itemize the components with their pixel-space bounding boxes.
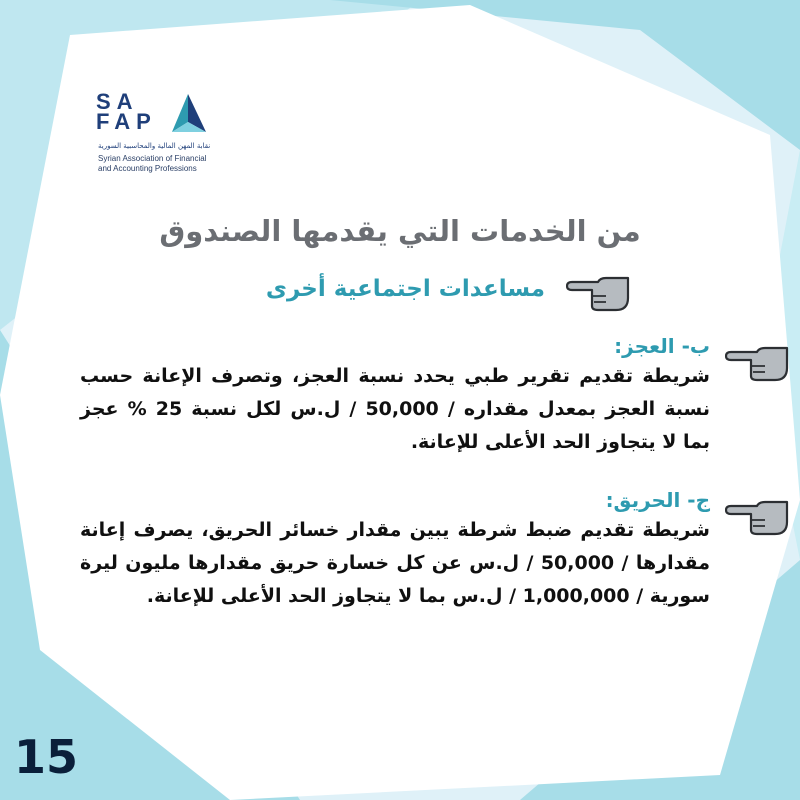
pointing-hand-icon <box>566 272 630 312</box>
page-number: 15 <box>14 730 79 784</box>
subtitle-row <box>230 268 630 318</box>
section-heading-fire: ج- الحريق: <box>605 488 710 512</box>
logo-arabic-name: نقابة المهن المالية والمحاسبية السورية <box>98 142 211 150</box>
logo-english-name <box>98 154 207 174</box>
logo <box>96 89 216 182</box>
logo-english-line1: Syrian Association of Financial <box>98 154 207 163</box>
section-body-fire: شريطة تقديم ضبط شرطة يبين مقدار خسائر الحريق، يصرف إعانة مقدارها / 50,000 / ل.س عن كل خسارة حريق مقدارها مليون ليرة سورية / 1,000,000 / ل.س بما لا يتجاوز الحد الأعلى للإعانة. <box>80 519 710 607</box>
page-title: من الخدمات التي يقدمها الصندوق <box>159 214 641 248</box>
logo-letters-bottom: FAP <box>96 109 157 134</box>
logo-letters-top: SA <box>96 89 139 114</box>
logo-english-line2: and Accounting Professions <box>98 164 197 173</box>
section-heading-disability: ب- العجز: <box>614 334 710 358</box>
subtitle: مساعدات اجتماعية أخرى <box>265 276 545 302</box>
logo-letters <box>96 89 157 134</box>
pointing-hand-icon <box>725 496 789 536</box>
section-body-disability: شريطة تقديم تقرير طبي يحدد نسبة العجز، وتصرف الإعانة حسب نسبة العجز بمعدل مقداره / 50,000 / ل.س لكل نسبة 25 % عجز بما لا يتجاوز الحد الأعلى للإعانة. <box>80 365 710 453</box>
triangle-logo-icon <box>168 92 208 134</box>
pointing-hand-icon <box>725 342 789 382</box>
